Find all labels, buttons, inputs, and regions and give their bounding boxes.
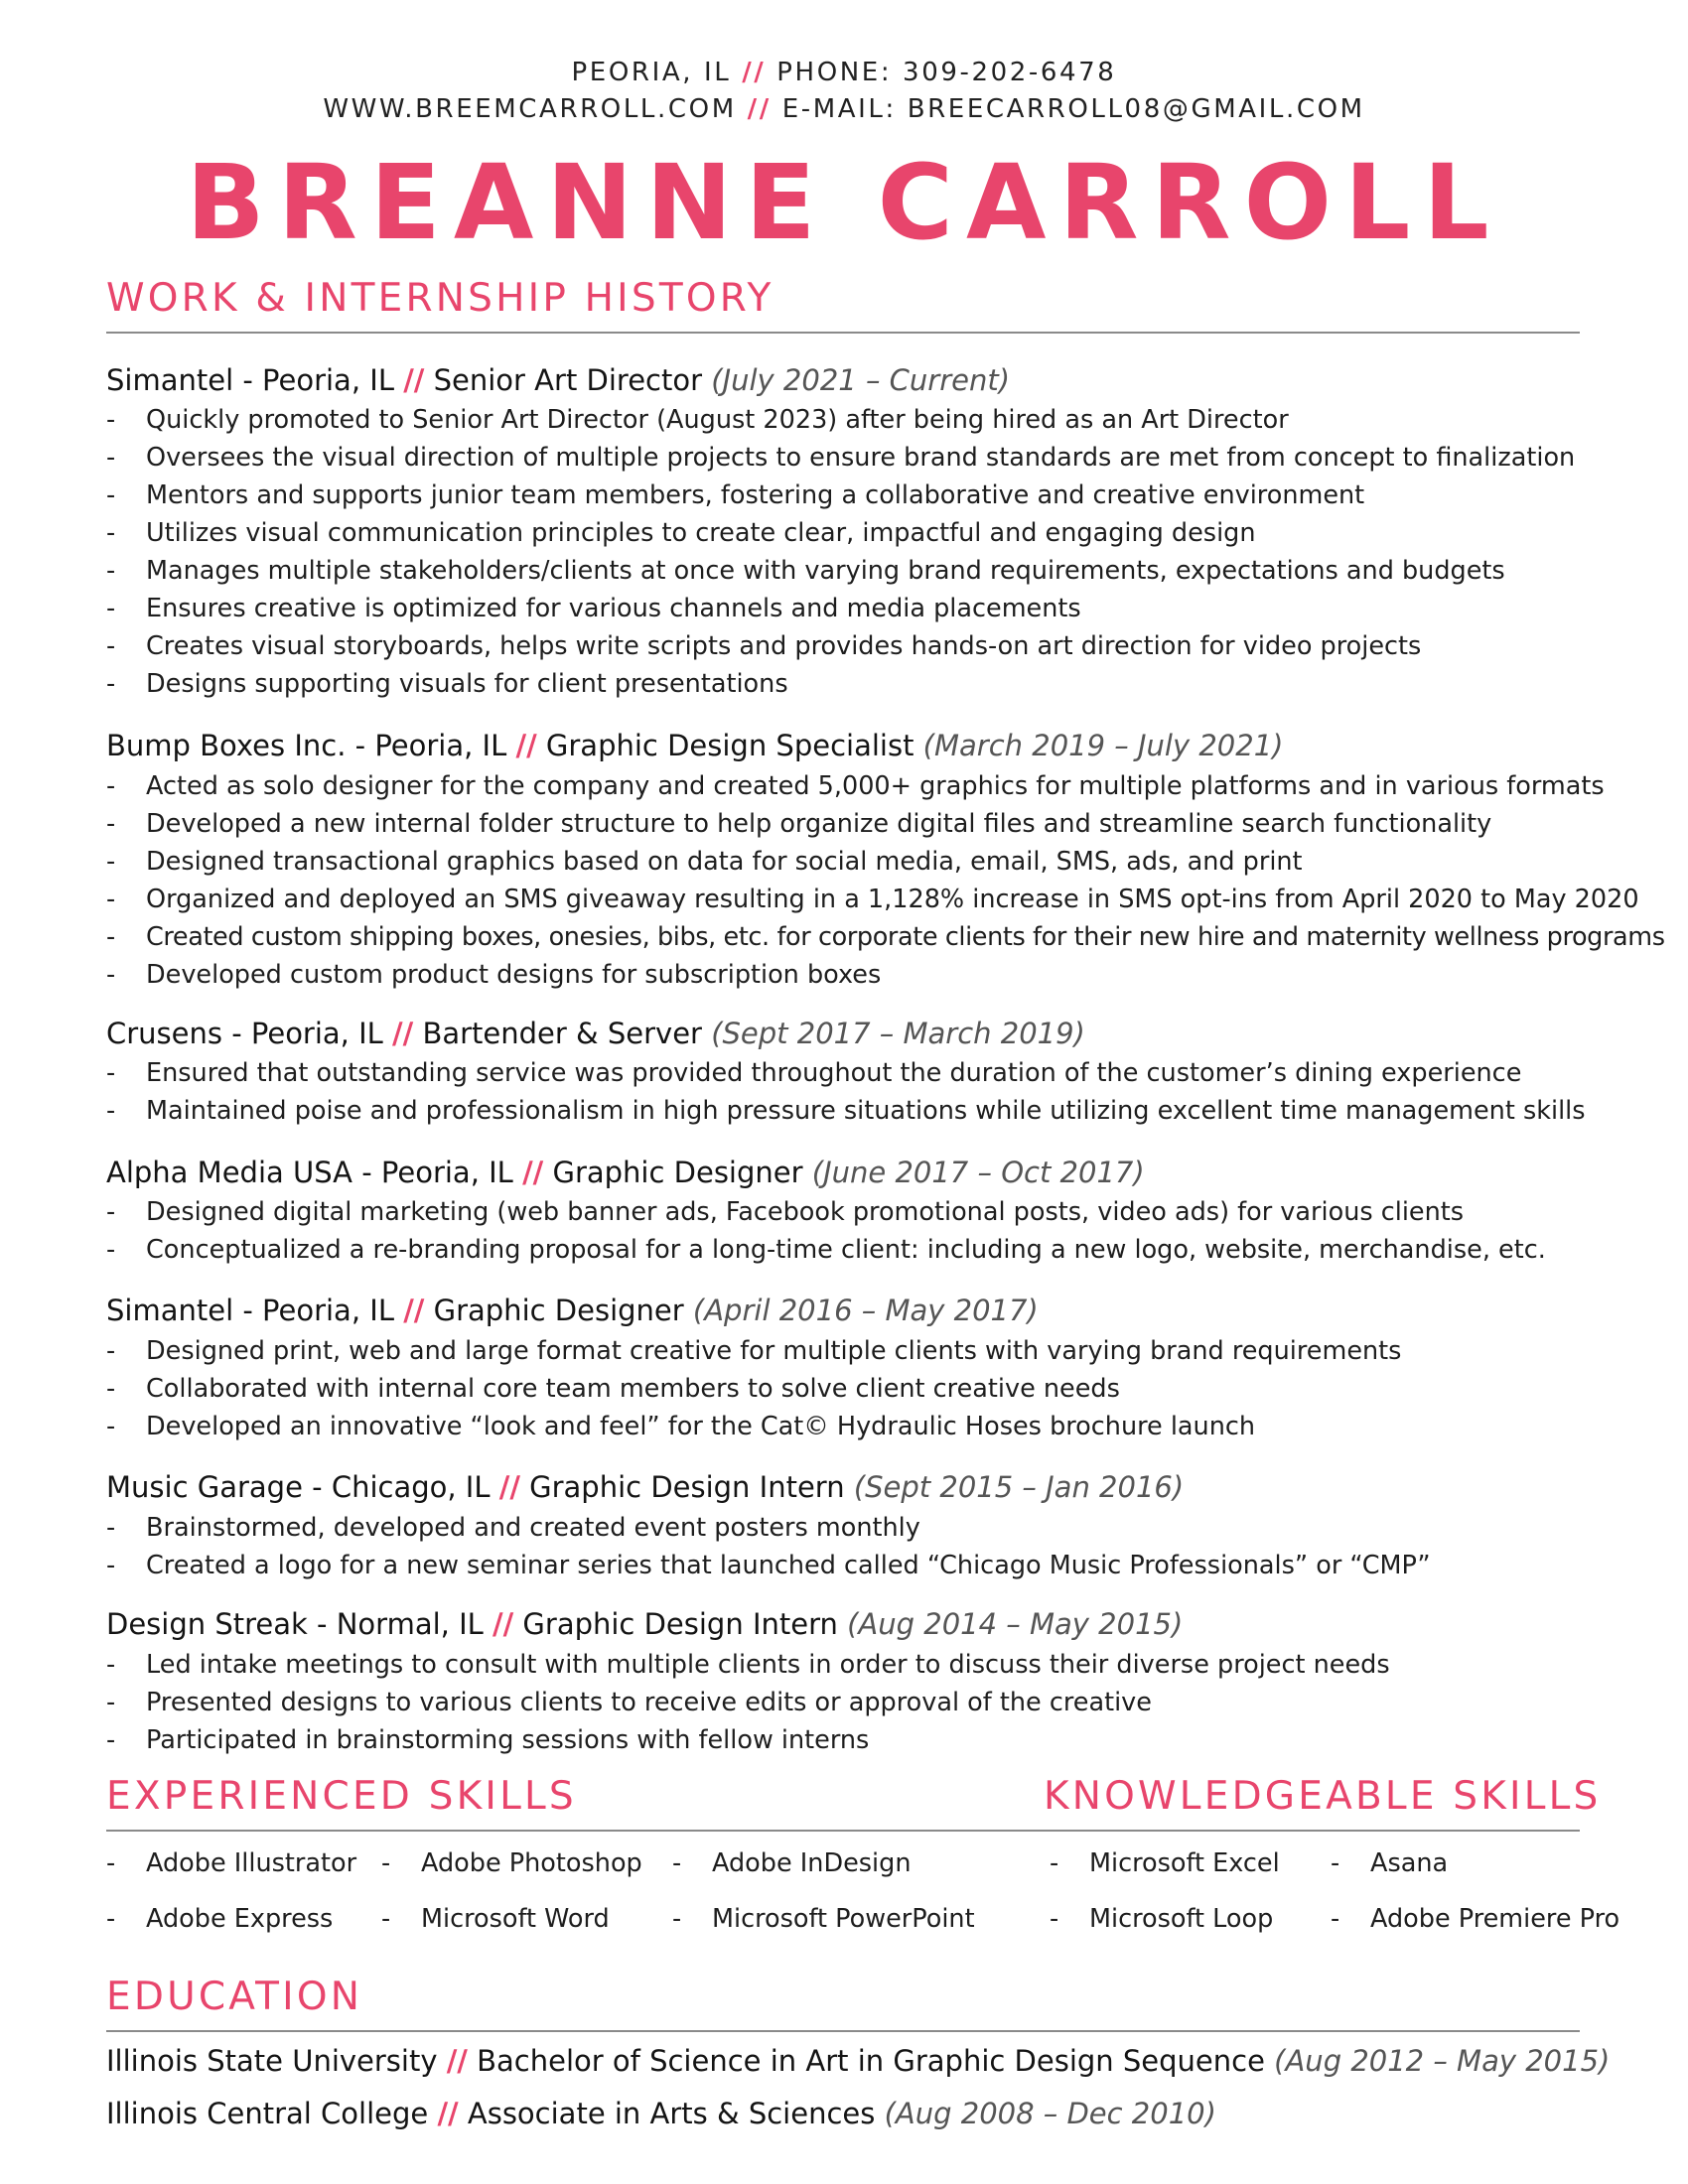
list-item: - Designed transactional graphics based on data for social media, email, SMS, ads, and print — [106, 847, 1303, 877]
separator: // — [522, 1156, 544, 1189]
degree-name: Bachelor of Science in Art in Graphic Design Sequence — [477, 2044, 1265, 2078]
separator: // — [515, 729, 537, 762]
job-heading — [106, 1156, 1145, 1189]
skill-item: - Asana — [1331, 1848, 1449, 1878]
section-divider — [106, 2030, 1580, 2032]
list-item: - Ensured that outstanding service was provided throughout the duration of the customer’s dining experience — [106, 1058, 1522, 1088]
separator: // — [492, 1607, 514, 1641]
website-link[interactable]: WWW.BREEMCARROLL.COM — [323, 94, 737, 124]
list-item: - Ensures creative is optimized for various channels and media placements — [106, 594, 1081, 623]
job-heading — [106, 363, 1011, 397]
list-item: - Quickly promoted to Senior Art Director (August 2023) after being hired as an Art Director — [106, 405, 1289, 435]
job-date: (March 2019 – July 2021) — [922, 729, 1284, 762]
job-company: Music Garage - Chicago, IL — [106, 1470, 491, 1504]
list-item: - Presented designs to various clients to receive edits or approval of the creative — [106, 1688, 1152, 1717]
list-item: - Maintained poise and professionalism in high pressure situations while utilizing excellent time management skills — [106, 1096, 1586, 1126]
job-heading — [106, 1470, 1185, 1504]
contact-line-location-phone — [0, 58, 1688, 87]
degree-name: Associate in Arts & Sciences — [467, 2097, 876, 2130]
knowledgeable-skills-heading: KNOWLEDGEABLE SKILLS — [1044, 1774, 1602, 1819]
separator: // — [392, 1017, 414, 1050]
job-date: (Sept 2017 – March 2019) — [711, 1017, 1085, 1050]
job-bullet-list — [106, 1054, 1586, 1130]
job-company: Simantel - Peoria, IL — [106, 363, 394, 397]
list-item: - Developed custom product designs for subscription boxes — [106, 960, 882, 990]
school-name: Illinois State University — [106, 2044, 438, 2078]
job-role: Graphic Design Specialist — [545, 729, 914, 762]
list-item: - Manages multiple stakeholders/clients at once with varying brand requirements, expectations and budgets — [106, 556, 1505, 586]
separator: // — [403, 1294, 425, 1327]
list-item: - Developed a new internal folder structure to help organize digital files and streamline search functionality — [106, 809, 1492, 839]
skill-item: - Microsoft Loop — [1050, 1904, 1274, 1934]
job-role: Graphic Design Intern — [529, 1470, 845, 1504]
job-date: (April 2016 – May 2017) — [692, 1294, 1039, 1327]
education-entry — [106, 2044, 1611, 2078]
education-date: (Aug 2012 – May 2015) — [1274, 2044, 1611, 2078]
skill-item: - Microsoft Word — [381, 1904, 610, 1934]
skill-item: - Adobe Photoshop — [381, 1848, 642, 1878]
list-item: - Utilizes visual communication principles to create clear, impactful and engaging design — [106, 518, 1256, 548]
list-item: - Designed print, web and large format creative for multiple clients with varying brand requirements — [106, 1336, 1402, 1366]
phone-text: PHONE: 309-202-6478 — [776, 58, 1117, 87]
work-history-heading: WORK & INTERNSHIP HISTORY — [106, 276, 774, 321]
job-role: Graphic Designer — [433, 1294, 684, 1327]
job-date: (Aug 2014 – May 2015) — [847, 1607, 1184, 1641]
job-bullet-list — [106, 767, 1665, 994]
job-company: Bump Boxes Inc. - Peoria, IL — [106, 729, 507, 762]
skill-item: - Microsoft Excel — [1050, 1848, 1280, 1878]
job-heading — [106, 1017, 1085, 1050]
location-text: PEORIA, IL — [571, 58, 732, 87]
job-date: (July 2021 – Current) — [711, 363, 1011, 397]
list-item: - Developed an innovative “look and feel” for the Cat© Hydraulic Hoses brochure launch — [106, 1412, 1256, 1441]
skill-item: - Adobe Illustrator — [106, 1848, 357, 1878]
list-item: - Led intake meetings to consult with multiple clients in order to discuss their diverse project needs — [106, 1650, 1390, 1680]
list-item: - Acted as solo designer for the company and created 5,000+ graphics for multiple platforms and in various formats — [106, 771, 1605, 801]
email-link[interactable]: E-MAIL: BREECARROLL08@GMAIL.COM — [781, 94, 1365, 124]
job-bullet-list — [106, 401, 1575, 703]
list-item: - Mentors and supports junior team members, fostering a collaborative and creative environment — [106, 480, 1365, 510]
list-item: - Brainstormed, developed and created event posters monthly — [106, 1513, 920, 1543]
list-item: - Participated in brainstorming sessions with fellow interns — [106, 1725, 870, 1755]
list-item: - Creates visual storyboards, helps write scripts and provides hands-on art direction for video projects — [106, 631, 1422, 661]
skill-item: - Adobe Premiere Pro — [1331, 1904, 1620, 1934]
job-role: Graphic Designer — [552, 1156, 803, 1189]
skill-item: - Adobe InDesign — [672, 1848, 912, 1878]
job-company: Simantel - Peoria, IL — [106, 1294, 394, 1327]
job-role: Senior Art Director — [433, 363, 703, 397]
experienced-skills-heading: EXPERIENCED SKILLS — [106, 1774, 577, 1819]
job-company: Crusens - Peoria, IL — [106, 1017, 383, 1050]
job-role: Graphic Design Intern — [522, 1607, 838, 1641]
list-item: - Conceptualized a re-branding proposal for a long-time client: including a new logo, website, merchandise, etc. — [106, 1235, 1546, 1265]
separator: // — [498, 1470, 520, 1504]
separator: // — [742, 58, 767, 87]
job-bullet-list — [106, 1332, 1401, 1445]
job-date: (Sept 2015 – Jan 2016) — [853, 1470, 1185, 1504]
education-date: (Aug 2008 – Dec 2010) — [884, 2097, 1216, 2130]
separator: // — [747, 94, 772, 124]
school-name: Illinois Central College — [106, 2097, 429, 2130]
job-heading — [106, 1294, 1039, 1327]
education-entry — [106, 2097, 1216, 2130]
list-item: - Designed digital marketing (web banner ads, Facebook promotional posts, video ads) for various clients — [106, 1197, 1465, 1227]
job-role: Bartender & Server — [422, 1017, 702, 1050]
job-heading — [106, 1607, 1184, 1641]
skill-item: - Adobe Express — [106, 1904, 334, 1934]
job-company: Design Streak - Normal, IL — [106, 1607, 484, 1641]
list-item: - Oversees the visual direction of multiple projects to ensure brand standards are met from concept to finalization — [106, 443, 1576, 473]
list-item: - Collaborated with internal core team members to solve client creative needs — [106, 1374, 1120, 1404]
education-heading: EDUCATION — [106, 1975, 363, 2019]
job-bullet-list — [106, 1646, 1390, 1759]
list-item: - Created a logo for a new seminar series that launched called “Chicago Music Professionals” or “CMP” — [106, 1551, 1431, 1580]
separator: // — [446, 2044, 468, 2078]
skill-item: - Microsoft PowerPoint — [672, 1904, 975, 1934]
list-item: - Created custom shipping boxes, onesies, bibs, etc. for corporate clients for their new hire and maternity wellness programs — [106, 922, 1665, 952]
job-heading — [106, 729, 1284, 762]
section-divider — [106, 1830, 1580, 1832]
job-date: (June 2017 – Oct 2017) — [811, 1156, 1145, 1189]
list-item: - Organized and deployed an SMS giveaway resulting in a 1,128% increase in SMS opt-ins from April 2020 to May 2020 — [106, 885, 1639, 914]
job-company: Alpha Media USA - Peoria, IL — [106, 1156, 513, 1189]
job-bullet-list — [106, 1509, 1431, 1584]
job-bullet-list — [106, 1193, 1546, 1269]
applicant-name: BREANNE CARROLL — [186, 142, 1502, 263]
contact-line-web-email — [0, 94, 1688, 124]
separator: // — [403, 363, 425, 397]
separator: // — [437, 2097, 459, 2130]
section-divider — [106, 332, 1580, 334]
list-item: - Designs supporting visuals for client presentations — [106, 669, 788, 699]
